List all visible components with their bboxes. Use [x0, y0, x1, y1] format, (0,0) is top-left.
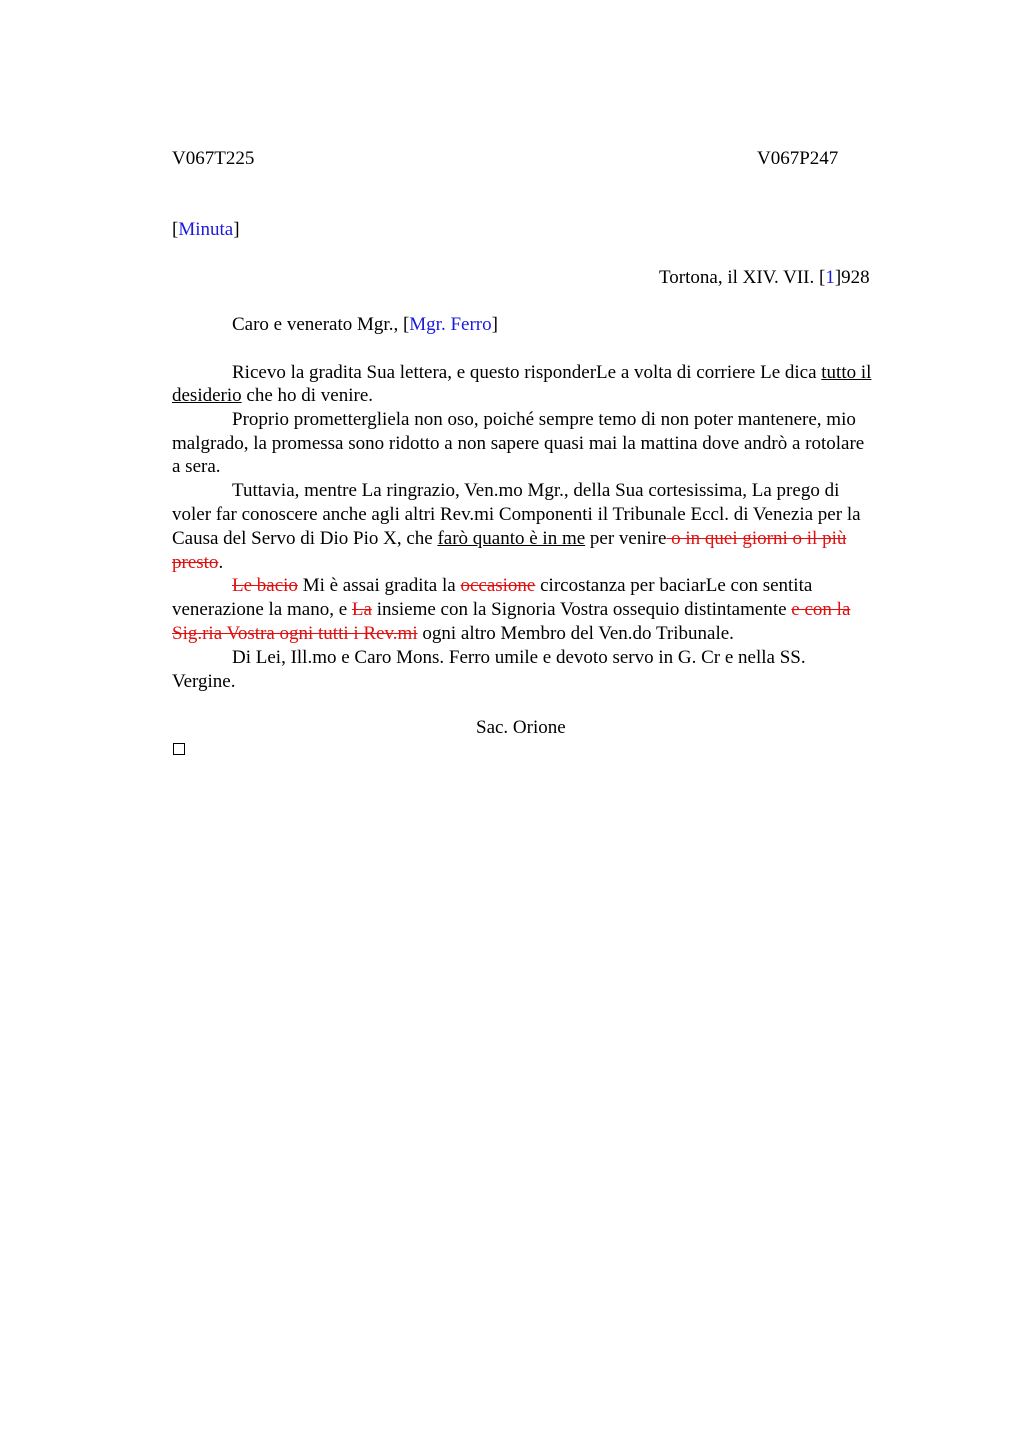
paragraph-4-line-2	[172, 598, 850, 621]
deleted-text: La	[351, 599, 372, 620]
underlined-text: tutto il	[821, 362, 872, 383]
paragraph-1-line-1	[232, 361, 871, 384]
paragraph-3-line-2: voler far conoscere anche agli altri Rev.mi Componenti il Tribunale Eccl. di Venezia per la	[172, 504, 861, 525]
deleted-text: e con la	[791, 599, 851, 620]
deleted-text: occasione	[460, 575, 536, 596]
date-suffix: ]928	[834, 267, 870, 288]
paragraph-1-line-2	[172, 384, 373, 407]
text-run: insieme con la Signoria Vostra ossequio distintamente	[371, 599, 792, 620]
recipient-name: Mgr. Ferro	[409, 314, 492, 335]
text-run: Ricevo la gradita Sua lettera, e questo risponderLe a volta di corriere Le dica	[232, 362, 822, 383]
text-run: venerazione la mano, e	[172, 599, 352, 620]
letter-date	[659, 266, 870, 289]
bracket-open: [	[172, 219, 179, 240]
closing-line-1: Di Lei, Ill.mo e Caro Mons. Ferro umile e devoto servo in G. Cr e nella SS.	[232, 647, 806, 668]
paragraph-2-line-1: Proprio promettergliela non oso, poiché sempre temo di non poter mantenere, mio	[232, 409, 856, 430]
paragraph-3-line-1: Tuttavia, mentre La ringrazio, Ven.mo Mgr., della Sua cortesissima, La prego di	[232, 480, 840, 501]
bracket-close: ]	[233, 219, 240, 240]
text-run: circostanza per baciarLe con sentita	[535, 575, 813, 596]
salutation	[232, 313, 498, 336]
underlined-text: desiderio	[172, 385, 242, 406]
deleted-text: o in quei giorni o il più	[666, 528, 847, 549]
text-run: Causa del Servo di Dio Pio X, che	[172, 528, 438, 549]
empty-square-icon	[173, 743, 185, 755]
text-run: .	[218, 552, 224, 573]
underlined-text: farò quanto è in me	[437, 528, 586, 549]
deleted-text: Sig.ria Vostra ogni tutti i Rev.mi	[172, 623, 418, 644]
document-code-left: V067T225	[172, 148, 255, 169]
paragraph-2-line-3: a sera.	[172, 456, 221, 477]
minuta-note	[172, 218, 240, 241]
closing-line-2: Vergine.	[172, 671, 236, 692]
date-inserted-digit: 1	[825, 267, 835, 288]
document-code-right: V067P247	[757, 148, 839, 169]
text-run: che ho di venire.	[241, 385, 374, 406]
salutation-text: Caro e venerato Mgr., [	[232, 314, 410, 335]
paragraph-4-line-3	[172, 622, 734, 645]
paragraph-3-line-4	[172, 551, 223, 574]
paragraph-2-line-2: malgrado, la promessa sono ridotto a non sapere quasi mai la mattina dove andrò a rotolare	[172, 433, 865, 454]
deleted-text: presto	[172, 552, 219, 573]
date-prefix: Tortona, il XIV. VII. [	[659, 267, 826, 288]
text-run: ogni altro Membro del Ven.do Tribunale.	[417, 623, 734, 644]
text-run: Mi è assai gradita la	[297, 575, 461, 596]
minuta-label: Minuta	[178, 219, 234, 240]
signature: Sac. Orione	[476, 717, 566, 738]
paragraph-4-line-1	[232, 574, 812, 597]
paragraph-3-line-3	[172, 527, 846, 550]
text-run: per venire	[585, 528, 667, 549]
deleted-text: Le bacio	[232, 575, 298, 596]
bracket-close: ]	[491, 314, 498, 335]
